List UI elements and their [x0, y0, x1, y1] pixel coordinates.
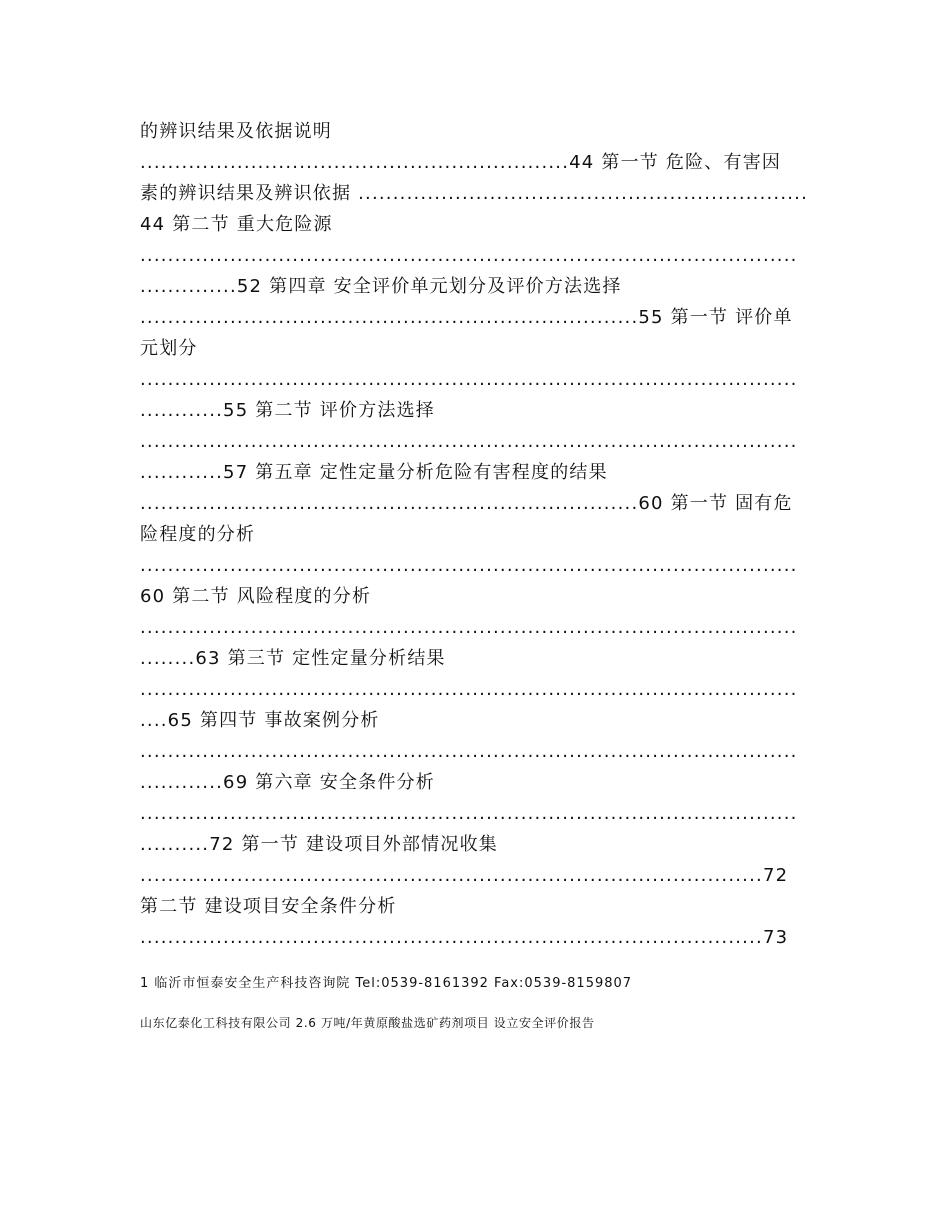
toc-line: ...............................................................................................	[140, 555, 798, 576]
toc-line: ..............52 第四章 安全评价单元划分及评价方法选择	[140, 276, 622, 297]
footer-title: 山东亿泰化工科技有限公司 2.6 万吨/年黄原酸盐选矿药剂项目 设立安全评价报告	[140, 1016, 595, 1030]
toc-line: ..........72 第一节 建设项目外部情况收集	[140, 834, 498, 855]
toc-line: ...............................................................................................	[140, 369, 798, 390]
toc-line: 险程度的分析	[140, 524, 256, 545]
toc-line: ...............................................................................................	[140, 741, 798, 762]
toc-line: 的辨识结果及依据说明	[140, 121, 332, 142]
toc-line: ............55 第二节 评价方法选择	[140, 400, 436, 421]
toc-line: ............69 第六章 安全条件分析	[140, 772, 436, 793]
toc-line: ...............................................................................................	[140, 431, 798, 452]
toc-line: 60 第二节 风险程度的分析	[140, 586, 372, 607]
toc-line: ..........................................................................................73	[140, 927, 789, 948]
toc-line: ....65 第四节 事故案例分析	[140, 710, 380, 731]
toc-line: ........................................................................60 第一节 固有危	[140, 493, 793, 514]
toc-line: 素的辨识结果及辨识依据 .................................................................	[140, 183, 809, 204]
toc-line: 第二节 建设项目安全条件分析	[140, 896, 397, 917]
table-of-contents	[140, 116, 820, 953]
toc-line: ...............................................................................................	[140, 679, 798, 700]
toc-line: ........................................................................55 第一节 评价单	[140, 307, 793, 328]
toc-line: ..............................................................44 第一节 危险、有害因	[140, 152, 782, 173]
toc-line: ...............................................................................................	[140, 803, 798, 824]
toc-line: 元划分	[140, 338, 198, 359]
footer-contact: 1 临沂市恒泰安全生产科技咨询院 Tel:0539-8161392 Fax:0539-8159807	[140, 976, 633, 991]
toc-line: 44 第二节 重大危险源	[140, 214, 333, 235]
toc-line: ...............................................................................................	[140, 617, 798, 638]
toc-line: ............57 第五章 定性定量分析危险有害程度的结果	[140, 462, 608, 483]
toc-line: ..........................................................................................72	[140, 865, 789, 886]
toc-line: ........63 第三节 定性定量分析结果	[140, 648, 446, 669]
toc-line: ...............................................................................................	[140, 245, 798, 266]
